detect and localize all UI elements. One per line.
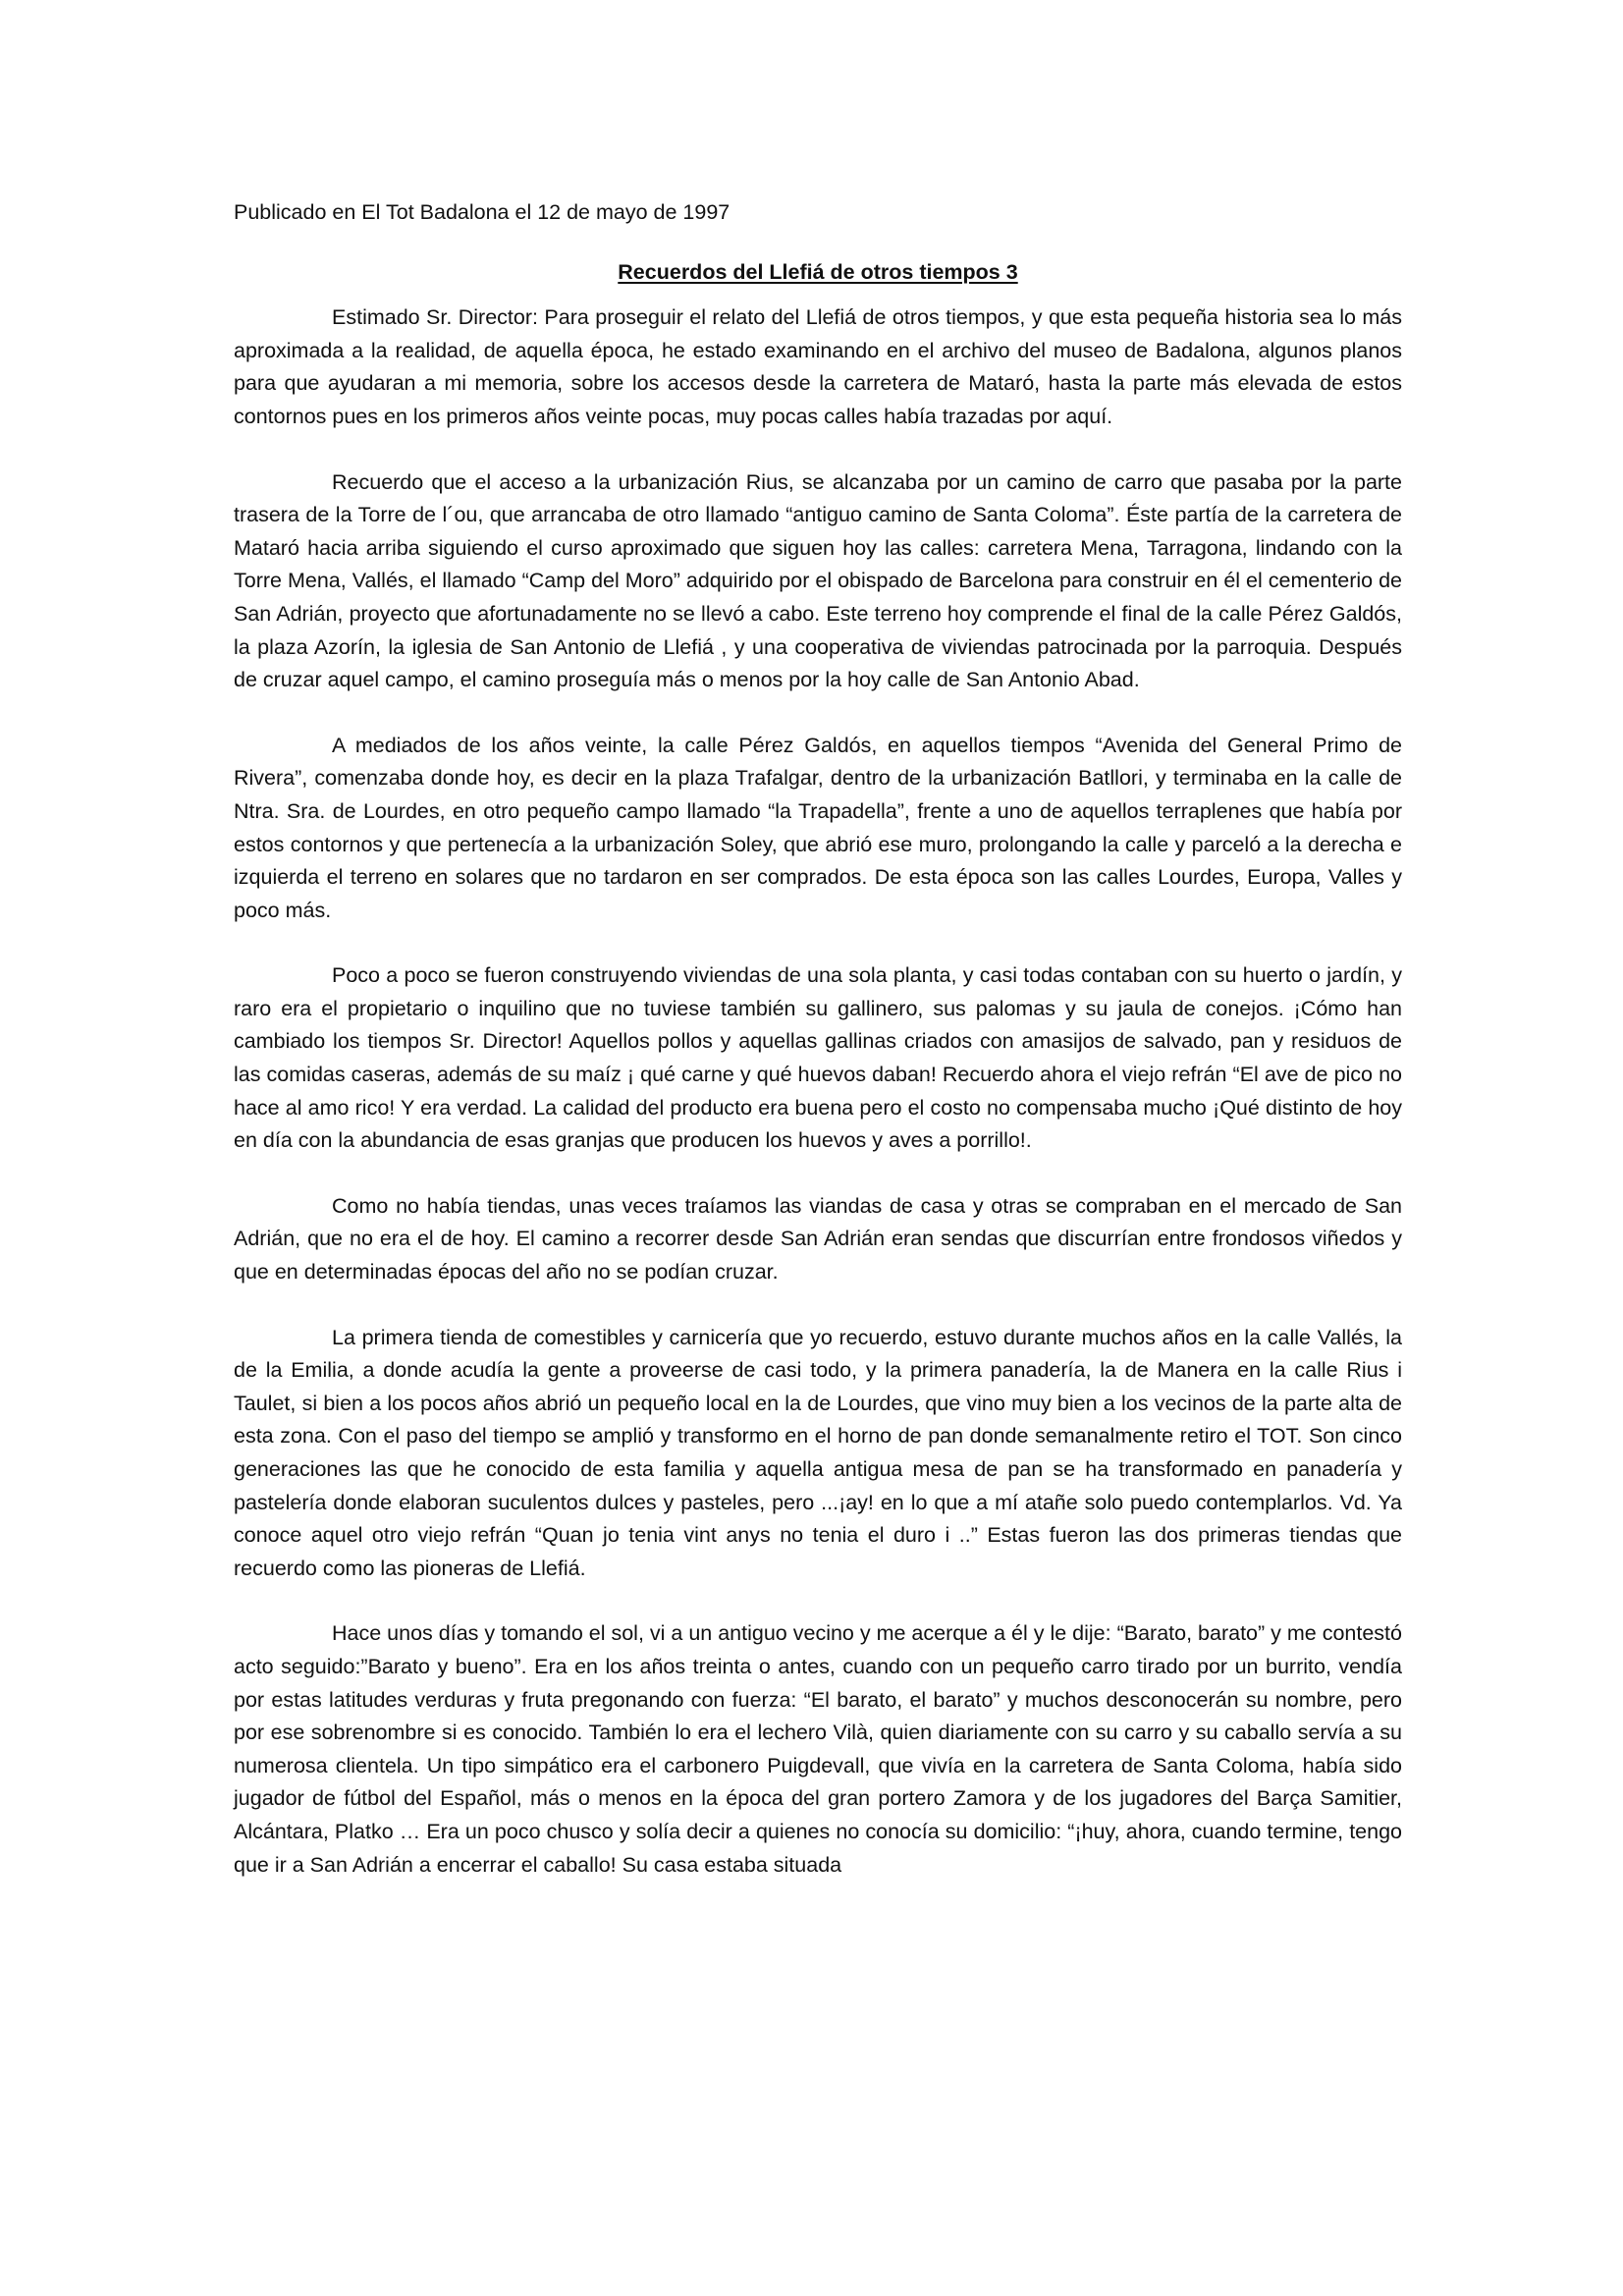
document-page xyxy=(234,196,1402,1882)
paragraph-7: Hace unos días y tomando el sol, vi a un antiguo vecino y me acerque a él y le dije: “Barato, barato” y me contestó acto seguido:”Barato y bueno”. Era en los años treinta o antes, cuando con un pequeño carro tirado por un burrito, vendía por estas latitudes verduras y fruta pregonando con fuerza: “El barato, el barato” y muchos desconocerán su nombre, pero por ese sobrenombre si es conocido. También lo era el lechero Vilà, quien diariamente con su carro y su caballo servía a su numerosa clientela. Un tipo simpático era el carbonero Puigdevall, que vivía en la carretera de Santa Coloma, había sido jugador de fútbol del Español, más o menos en la época del gran portero Zamora y de los jugadores del Barça Samitier, Alcántara, Platko … Era un poco chusco y solía decir a quienes no conocía su domicilio: “¡huy, ahora, cuando termine, tengo que ir a San Adrián a encerrar el caballo! Su casa estaba situada xyxy=(234,1621,1402,1877)
article-title: Recuerdos del Llefiá de otros tiempos 3 xyxy=(618,259,1018,284)
paragraph-6: La primera tienda de comestibles y carnicería que yo recuerdo, estuvo durante muchos años en la calle Vallés, la de la Emilia, a donde acudía la gente a proveerse de casi todo, y la primera panadería, la de Manera en la calle Rius i Taulet, si bien a los pocos años abrió un pequeño local en la de Lourdes, que vino muy bien a los vecinos de la parte alta de esta zona. Con el paso del tiempo se amplió y transformo en el horno de pan donde semanalmente retiro el TOT. Son cinco generaciones las que he conocido de esta familia y aquella antigua mesa de pan se ha transformado en panadería y pastelería donde elaboran suculentos dulces y pasteles, pero ...¡ay! en lo que a mí atañe solo puedo contemplarlos. Vd. Ya conoce aquel otro viejo refrán “Quan jo tenia vint anys no tenia el duro i ..” Estas fueron las dos primeras tiendas que recuerdo como las pioneras de Llefiá. xyxy=(234,1325,1402,1580)
paragraph-4: Poco a poco se fueron construyendo viviendas de una sola planta, y casi todas contaban con su huerto o jardín, y raro era el propietario o inquilino que no tuviese también su gallinero, sus palomas y su jaula de conejos. ¡Cómo han cambiado los tiempos Sr. Director! Aquellos pollos y aquellas gallinas criados con amasijos de salvado, pan y residuos de las comidas caseras, además de su maíz ¡ qué carne y qué huevos daban! Recuerdo ahora el viejo refrán “El ave de pico no hace al amo rico! Y era verdad. La calidad del producto era buena pero el costo no compensaba mucho ¡Qué distinto de hoy en día con la abundancia de esas granjas que producen los huevos y aves a porrillo!. xyxy=(234,963,1402,1153)
paragraph-3: A mediados de los años veinte, la calle Pérez Galdós, en aquellos tiempos “Avenida del General Primo de Rivera”, comenzaba donde hoy, es decir en la plaza Trafalgar, dentro de la urbanización Batllori, y terminaba en la calle de Ntra. Sra. de Lourdes, en otro pequeño campo llamado “la Trapadella”, frente a uno de aquellos terraplenes que había por estos contornos y que pertenecía a la urbanización Soley, que abrió ese muro, prolongando la calle y parceló a la derecha e izquierda el terreno en solares que no tardaron en ser comprados. De esta época son las calles Lourdes, Europa, Valles y poco más. xyxy=(234,733,1402,922)
paragraph-5: Como no había tiendas, unas veces traíamos las viandas de casa y otras se compraban en el mercado de San Adrián, que no era el de hoy. El camino a recorrer desde San Adrián eran sendas que discurrían entre frondosos viñedos y que en determinadas épocas del año no se podían cruzar. xyxy=(234,1193,1402,1285)
paragraph-1: Estimado Sr. Director: Para proseguir el relato del Llefiá de otros tiempos, y que esta pequeña historia sea lo más aproximada a la realidad, de aquella época, he estado examinando en el archivo del museo de Badalona, algunos planos para que ayudaran a mi memoria, sobre los accesos desde la carretera de Mataró, hasta la parte más elevada de estos contornos pues en los primeros años veinte pocas, muy pocas calles había trazadas por aquí. xyxy=(234,305,1402,428)
paragraph-2: Recuerdo que el acceso a la urbanización Rius, se alcanzaba por un camino de carro que pasaba por la parte trasera de la Torre de l´ou, que arrancaba de otro llamado “antiguo camino de Santa Coloma”. Éste partía de la carretera de Mataró hacia arriba siguiendo el curso aproximado que siguen hoy las calles: carretera Mena, Tarragona, lindando con la Torre Mena, Vallés, el llamado “Camp del Moro” adquirido por el obispado de Barcelona para construir en él el cementerio de San Adrián, proyecto que afortunadamente no se llevó a cabo. Este terreno hoy comprende el final de la calle Pérez Galdós, la plaza Azorín, la iglesia de San Antonio de Llefiá , y una cooperativa de viviendas patrocinada por la parroquia. Después de cruzar aquel campo, el camino proseguía más o menos por la hoy calle de San Antonio Abad. xyxy=(234,469,1402,692)
publication-line: Publicado en El Tot Badalona el 12 de mayo de 1997 xyxy=(234,200,730,224)
